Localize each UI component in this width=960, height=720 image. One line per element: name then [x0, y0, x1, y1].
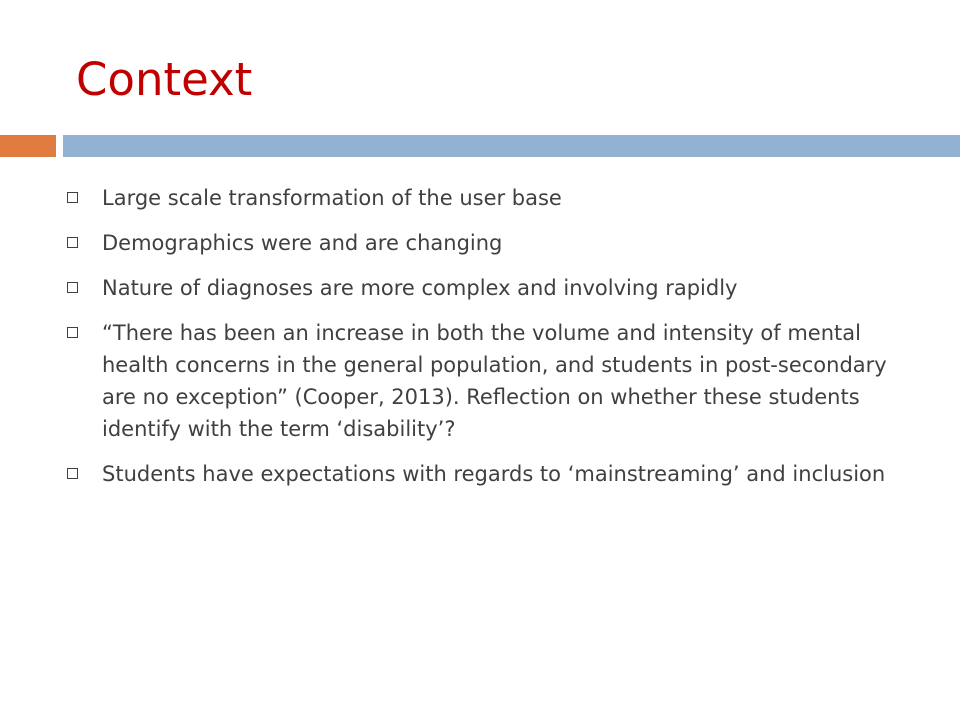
title-accent-bar — [0, 135, 56, 157]
square-bullet-icon — [67, 327, 78, 338]
title-divider-bar — [63, 135, 960, 157]
square-bullet-icon — [67, 282, 78, 293]
square-bullet-icon — [67, 237, 78, 248]
slide-title: Context — [76, 53, 253, 106]
square-bullet-icon — [67, 468, 78, 479]
bullet-text: Large scale transformation of the user base — [102, 186, 562, 210]
bullet-item — [66, 227, 916, 259]
bullet-list — [66, 182, 916, 503]
bullet-text: “There has been an increase in both the volume and intensity of mental health concerns in the general population, and students in post-secondary are no exception” (Cooper, 2013). Reflection on whether these students identify with the term ‘disability’? — [102, 321, 887, 441]
bullet-text: Nature of diagnoses are more complex and involving rapidly — [102, 276, 738, 300]
bullet-text: Students have expectations with regards to ‘mainstreaming’ and inclusion — [102, 462, 886, 486]
bullet-item — [66, 182, 916, 214]
bullet-text: Demographics were and are changing — [102, 231, 503, 255]
square-bullet-icon — [67, 192, 78, 203]
bullet-item — [66, 458, 916, 490]
bullet-item — [66, 317, 916, 445]
bullet-item — [66, 272, 916, 304]
